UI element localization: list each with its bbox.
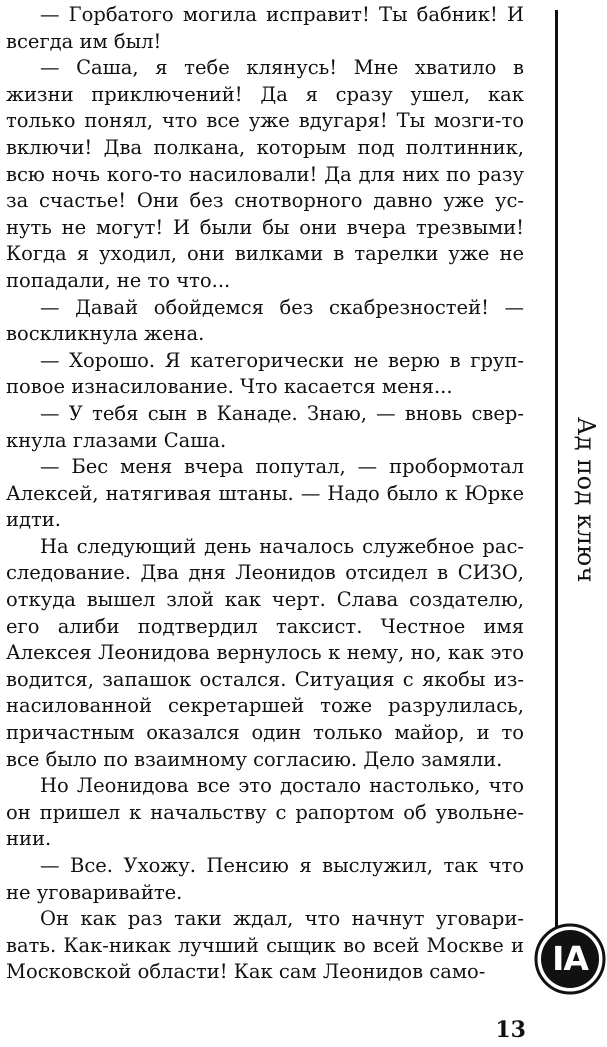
paragraph-8: Но Леонидова все это достало настолько, что он пришел к начальству с рапортом об увольнении.: [6, 774, 524, 851]
logo-letters: IA: [552, 939, 588, 978]
publisher-logo-svg: [533, 922, 607, 996]
paragraph-6: — Бес меня вчера попутал, — пробормотал Алексей, натягивая штаны. — Надо было к Юрке идти.: [6, 455, 524, 532]
running-title: [568, 417, 604, 583]
running-title-text: Ад под ключ: [572, 417, 600, 583]
paragraph-7: На следующий день началось служебное расследование. Два дня Леонидов отсидел в СИЗО, откуда вышел злой как черт. Слава создателю, его алиби подтвердил таксист. Честное имя Алексея Леонидова вернулось к нему, но, как это водится, запашок остался. Ситуация с якобы изнасилованной секретаршей тоже разрулилась, причастным оказался один только майор, и то все было по взаимному согласию. Дело замяли.: [6, 534, 524, 771]
body-text: [6, 2, 524, 986]
paragraph-9: — Все. Ухожу. Пенсию я выслужил, так что не уговаривайте.: [6, 854, 524, 904]
paragraph-4: — Хорошо. Я категорически не верю в групповое изнасилование. Что касается меня...: [6, 348, 524, 399]
paragraph-5: — У тебя сын в Канаде. Знаю, — вновь сверкнула глазами Саша.: [6, 401, 524, 452]
paragraph-10: Он как раз таки ждал, что начнут уговаривать. Как-никак лучший сыщик во всей Москве и Московской области! Как сам Леонидов само-: [6, 907, 524, 984]
page-number: 13: [495, 1017, 526, 1043]
margin-rule: [555, 10, 558, 936]
paragraph-2: — Саша, я тебе клянусь! Мне хватило в жизни приключений! Да я сразу ушел, как только понял, что все уже вдугаря! Ты мозги-то включи! Два полкана, которым под полтинник, всю ночь кого-то насиловали! Да для них по разу за счастье! Они без снотворного давно уже уснуть не могут! И были бы они вчера трезвыми! Когда я уходил, они вилками в тарелки уже не попадали, не то что...: [6, 56, 524, 292]
paragraph-1: — Горбатого могила исправит! Ты бабник! И всегда им был!: [6, 3, 524, 53]
paragraph-3: — Давай обойдемся без скабрезностей! — воскликнула жена.: [6, 295, 524, 346]
publisher-logo-icon: [533, 922, 607, 996]
